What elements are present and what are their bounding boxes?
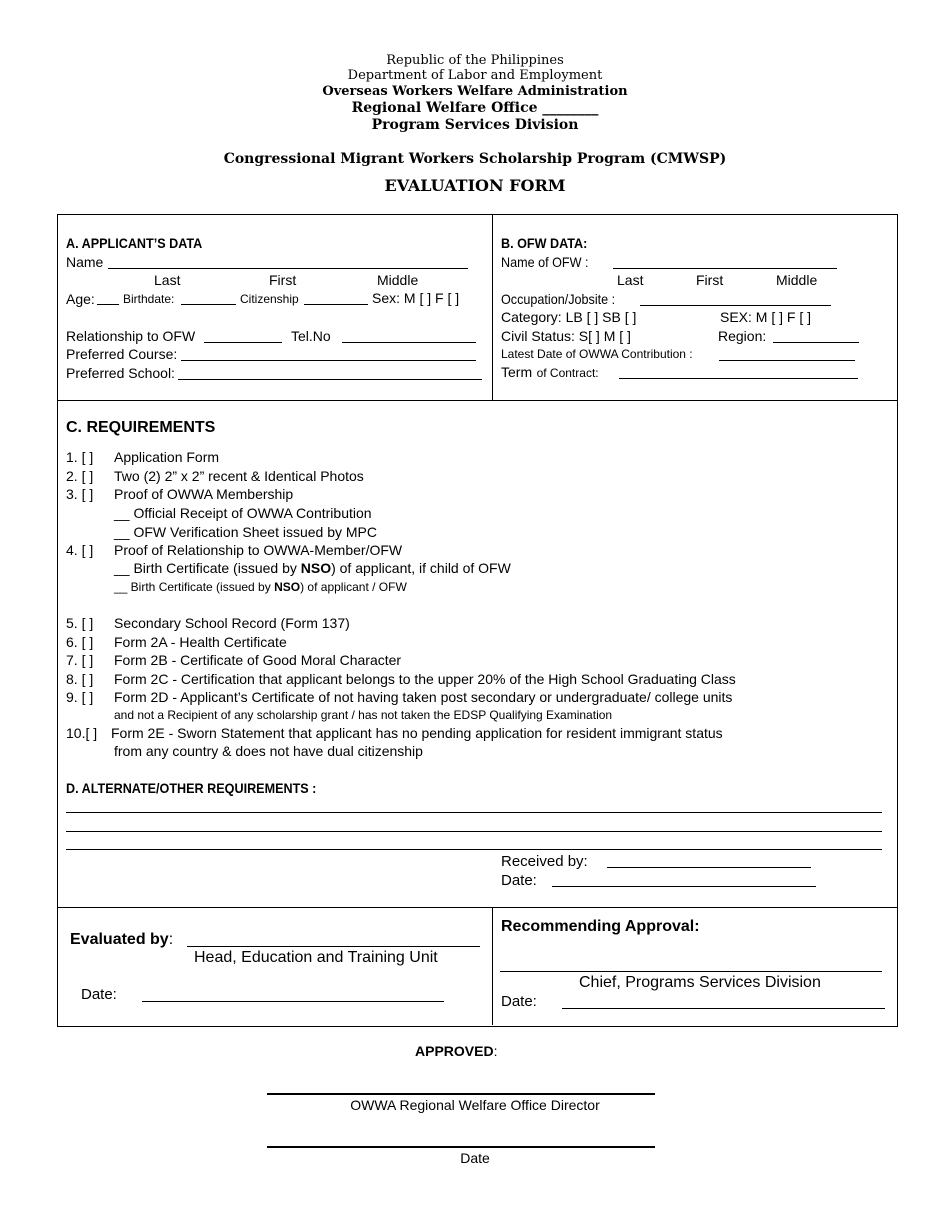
requirement-item[interactable]: 3. [ ] xyxy=(66,486,94,502)
requirement-item[interactable]: 1. [ ] xyxy=(66,449,94,465)
preferred-school-line[interactable] xyxy=(178,379,482,380)
sub-requirement-birth-ofw[interactable]: __ Birth Certificate (issued by NSO) of applicant / OFW xyxy=(114,580,407,594)
requirement-10-continuation: from any country & does not have dual citizenship xyxy=(114,743,423,759)
region-label: Region: xyxy=(718,328,767,344)
divider-ab-vertical xyxy=(492,215,493,401)
alternate-section-title: D. ALTERNATE/OTHER REQUIREMENTS : xyxy=(66,780,317,796)
approval-date-line[interactable] xyxy=(267,1146,655,1148)
requirements-title: C. REQUIREMENTS xyxy=(66,419,216,436)
term-label: Term of Contract: xyxy=(501,364,599,380)
applicant-first-caption: First xyxy=(269,272,297,288)
requirement-text: Application Form xyxy=(114,449,220,465)
alternate-line-1[interactable] xyxy=(66,812,882,813)
evaluated-by-line[interactable] xyxy=(187,946,480,947)
telno-label: Tel.No xyxy=(291,328,331,344)
ofw-middle-caption: Middle xyxy=(776,272,818,288)
divider-d-bottom xyxy=(58,907,897,908)
category-label[interactable]: Category: LB [ ] SB [ ] xyxy=(501,309,637,325)
citizenship-line[interactable] xyxy=(304,304,368,305)
term-line[interactable] xyxy=(619,378,858,379)
region-line[interactable] xyxy=(773,342,859,343)
requirement-item[interactable]: 8. [ ] xyxy=(66,671,94,687)
preferred-school-label: Preferred School: xyxy=(66,365,175,381)
civil-status-label[interactable]: Civil Status: S[ ] M [ ] xyxy=(501,328,631,344)
age-label: Age: xyxy=(66,291,95,307)
received-date-label: Date: xyxy=(501,872,537,889)
requirement-item[interactable]: 7. [ ] xyxy=(66,652,94,668)
divider-ab-bottom xyxy=(58,400,897,401)
requirement-item[interactable]: 6. [ ] xyxy=(66,634,94,650)
applicant-middle-caption: Middle xyxy=(377,272,419,288)
birthdate-line[interactable] xyxy=(181,304,236,305)
header-agency: Overseas Workers Welfare Administration xyxy=(322,84,628,99)
relationship-label: Relationship to OFW xyxy=(66,328,196,344)
contribution-line[interactable] xyxy=(719,360,855,361)
received-by-label: Received by: xyxy=(501,853,588,870)
sub-requirement-birth-child[interactable]: __ Birth Certificate (issued by NSO) of applicant, if child of OFW xyxy=(114,560,511,576)
evaluated-by-position: Head, Education and Training Unit xyxy=(194,949,438,966)
header-office: Regional Welfare Office ________ xyxy=(351,100,599,116)
director-position: OWWA Regional Welfare Office Director xyxy=(350,1097,600,1113)
alternate-line-3[interactable] xyxy=(66,849,882,850)
requirement-item[interactable]: 2. [ ] xyxy=(66,468,94,484)
received-date-line[interactable] xyxy=(552,886,816,887)
alternate-line-2[interactable] xyxy=(66,831,882,832)
preferred-course-line[interactable] xyxy=(181,360,476,361)
requirement-text: Proof of OWWA Membership xyxy=(114,486,294,502)
age-line[interactable] xyxy=(97,304,119,305)
telno-line[interactable] xyxy=(342,342,476,343)
applicant-name-label: Name xyxy=(66,254,104,270)
evaluated-by-label: Evaluated by: xyxy=(70,931,174,948)
requirement-text: Form 2B - Certificate of Good Moral Character xyxy=(114,652,402,668)
divider-eval-vertical xyxy=(492,907,493,1025)
form-title: EVALUATION FORM xyxy=(384,176,566,195)
program-title: Congressional Migrant Workers Scholarship Program (CMWSP) xyxy=(223,151,727,167)
approval-date-label: Date xyxy=(460,1150,490,1166)
recommending-date-label: Date: xyxy=(501,993,537,1010)
requirement-text: Form 2E - Sworn Statement that applicant has no pending application for resident immigrant status xyxy=(111,725,723,741)
requirement-text: Form 2D - Applicant’s Certificate of not having taken post secondary or undergraduate/ college units xyxy=(114,689,733,705)
requirement-text: Form 2C - Certification that applicant belongs to the upper 20% of the High School Graduating Class xyxy=(114,671,736,687)
requirement-item[interactable]: 9. [ ] xyxy=(66,689,94,705)
relationship-line[interactable] xyxy=(204,342,282,343)
evaluated-date-line[interactable] xyxy=(142,1001,444,1002)
ofw-name-label: Name of OFW : xyxy=(501,254,589,270)
approved-label: APPROVED: xyxy=(415,1043,498,1059)
header-republic: Republic of the Philippines xyxy=(386,53,564,68)
evaluated-date-label: Date: xyxy=(81,986,117,1003)
sub-requirement-receipt[interactable]: __ Official Receipt of OWWA Contribution xyxy=(114,505,372,521)
sub-requirement-verification[interactable]: __ OFW Verification Sheet issued by MPC xyxy=(114,524,377,540)
birthdate-label: Birthdate: xyxy=(123,292,175,306)
recommending-signature-line[interactable] xyxy=(500,971,882,972)
ofw-last-caption: Last xyxy=(617,272,644,288)
header-division: Program Services Division xyxy=(371,117,579,133)
applicant-last-caption: Last xyxy=(154,272,181,288)
applicant-name-line[interactable] xyxy=(108,268,468,269)
recommending-approval-label: Recommending Approval: xyxy=(501,918,700,935)
ofw-section-title: B. OFW DATA: xyxy=(501,235,588,251)
requirement-item[interactable]: 5. [ ] xyxy=(66,615,94,631)
citizenship-label: Citizenship xyxy=(240,292,299,306)
ofw-sex-label[interactable]: SEX: M [ ] F [ ] xyxy=(720,309,812,325)
director-signature-line[interactable] xyxy=(267,1093,655,1095)
requirement-text: Proof of Relationship to OWWA-Member/OFW xyxy=(114,542,403,558)
contribution-label: Latest Date of OWWA Contribution : xyxy=(501,347,693,361)
requirement-text: Two (2) 2” x 2” recent & Identical Photos xyxy=(114,468,364,484)
applicant-section-title: A. APPLICANT’S DATA xyxy=(66,235,203,251)
ofw-first-caption: First xyxy=(696,272,724,288)
ofw-name-line[interactable] xyxy=(613,268,837,269)
requirement-item[interactable]: 4. [ ] xyxy=(66,542,94,558)
recommending-date-line[interactable] xyxy=(562,1008,885,1009)
preferred-course-label: Preferred Course: xyxy=(66,346,178,362)
requirement-9-continuation: and not a Recipient of any scholarship grant / has not taken the EDSP Qualifying Examination xyxy=(114,708,613,722)
applicant-sex-label[interactable]: Sex: M [ ] F [ ] xyxy=(372,290,460,306)
requirement-item[interactable]: 10.[ ] xyxy=(66,725,98,741)
occupation-line[interactable] xyxy=(640,305,831,306)
occupation-label: Occupation/Jobsite : xyxy=(501,291,616,307)
requirement-text: Secondary School Record (Form 137) xyxy=(114,615,350,631)
recommending-position: Chief, Programs Services Division xyxy=(579,974,821,991)
received-by-line[interactable] xyxy=(607,867,811,868)
requirement-text: Form 2A - Health Certificate xyxy=(114,634,287,650)
header-department: Department of Labor and Employment xyxy=(347,68,603,83)
